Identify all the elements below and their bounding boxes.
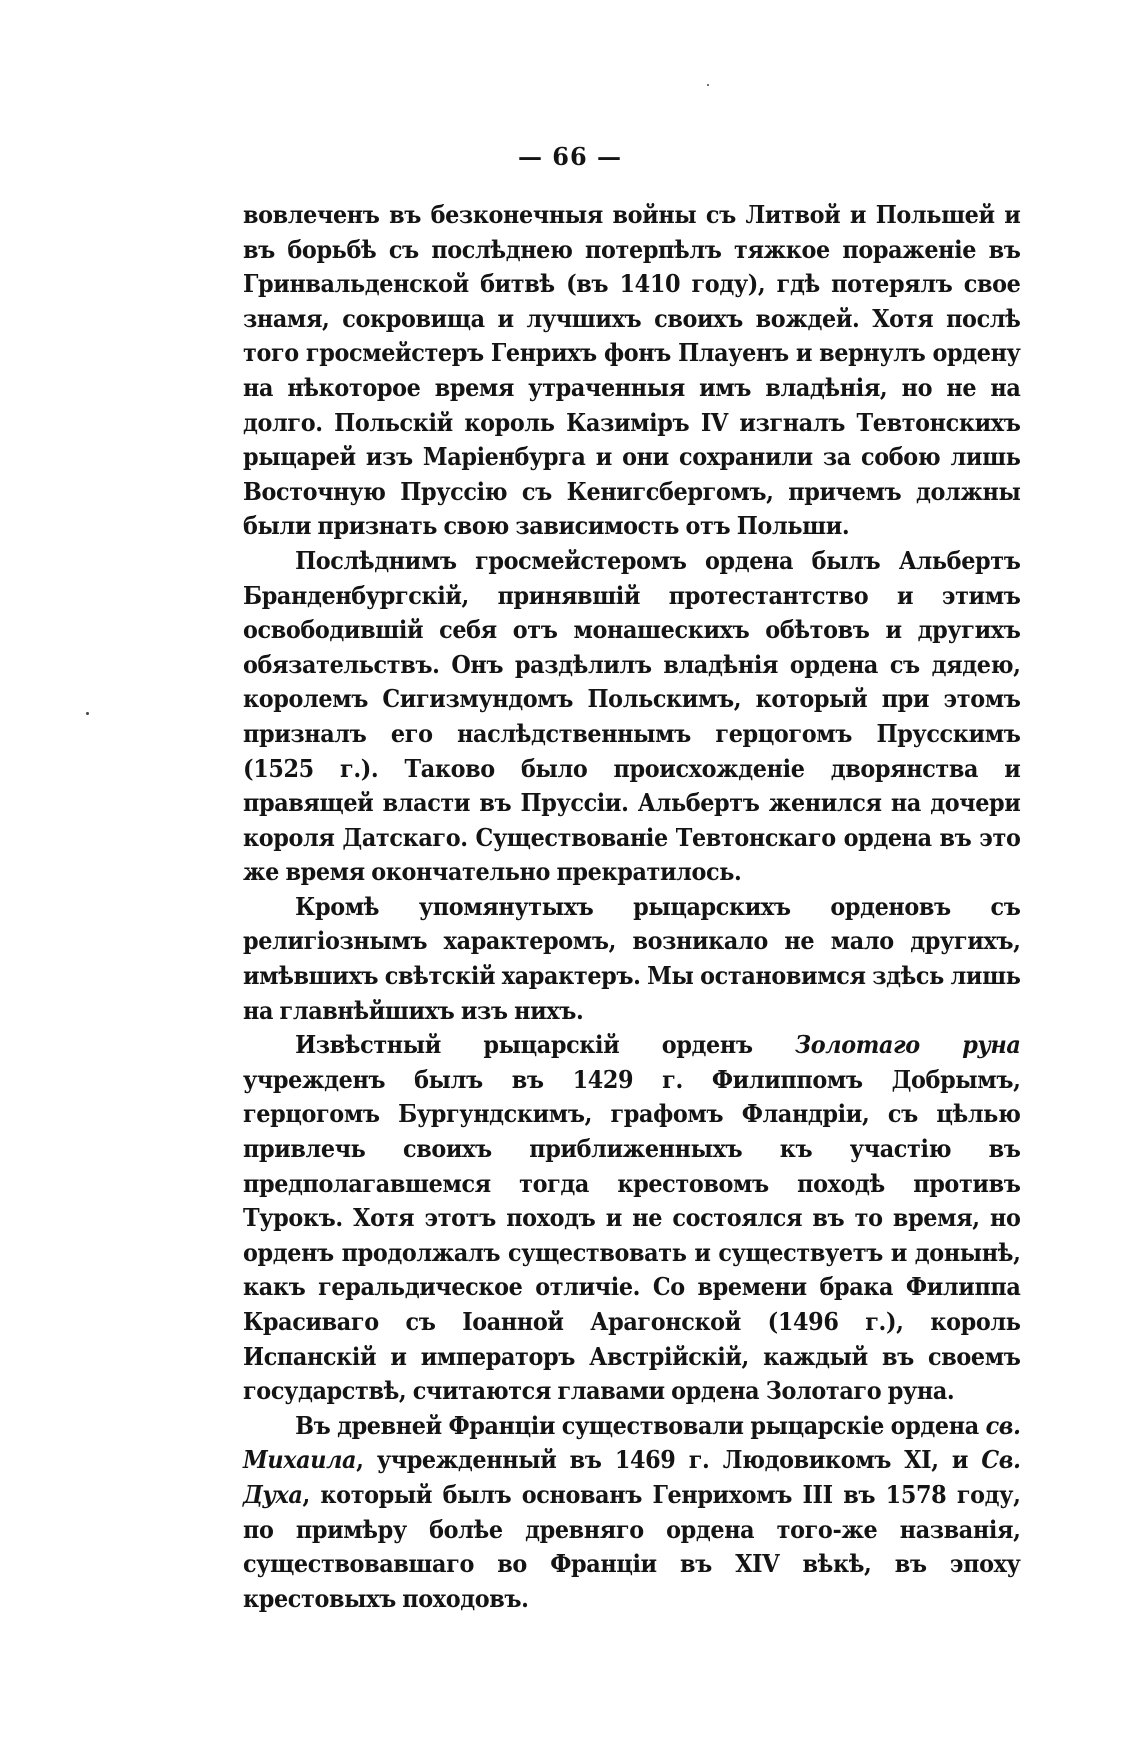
paragraph-4 — [243, 1028, 1020, 1409]
paragraph-4-text-start: Извѣстный рыцарскій орденъ — [295, 1030, 796, 1060]
order-name-golden-fleece: Золотаго руна — [795, 1030, 1021, 1060]
page-number: — 66 — — [517, 142, 623, 171]
paragraph-4-text-end: учрежденъ былъ въ 1429 г. Филиппомъ Добрымъ, герцогомъ Бургундскимъ, графомъ Фландріи, съ цѣлью привлечь своихъ приближенныхъ къ участію въ предполагавшемся тогда крестовомъ походѣ противъ Турокъ. Хотя этотъ походъ и не состоялся въ то время, но орденъ продолжалъ существовать и существуетъ и донынѣ, какъ геральдическое отличіе. Со времени брака Филиппа Красиваго съ Іоанной Арагонской (1496 г.), король Испанскій и императоръ Австрійскій, каждый въ своемъ государствѣ, считаются главами ордена Золотаго руна. — [243, 1064, 1021, 1406]
order-name-holy-spirit: Св. Духа — [243, 1445, 1021, 1509]
order-name-st-michael: св. Михаила — [243, 1410, 1021, 1475]
scan-speck — [707, 84, 709, 86]
paragraph-3: Кромѣ упомянутыхъ рыцарскихъ орденовъ съ религіознымъ характеромъ, возникало не мало другихъ, имѣвшихъ свѣтскій характеръ. Мы остановимся здѣсь лишь на главнѣйшихъ изъ нихъ. — [243, 891, 1021, 1025]
body-text — [243, 198, 1021, 1616]
paragraph-1: вовлеченъ въ безконечныя войны съ Литвой и Польшей и въ борьбѣ съ послѣднею потерпѣлъ тяжкое пораженіе въ Гринвальденской битвѣ (въ 1410 году), гдѣ потерялъ свое знамя, сокровища и лучшихъ своихъ вождей. Хотя послѣ того гросмейстеръ Генрихъ фонъ Плауенъ и вернулъ ордену на нѣкоторое время утраченныя имъ владѣнія, но не на долго. Польскій король Казиміръ IV изгналъ Тевтонскихъ рыцарей изъ Маріенбурга и они сохранили за собою лишь Восточную Пруссію съ Кенигсбергомъ, причемъ должны были признать свою зависимость отъ Польши. — [243, 200, 1021, 541]
paragraph-5-text-start: Въ древней Франціи существовали рыцарскіе ордена — [295, 1410, 986, 1440]
paragraph-5-text-middle: , учрежденный въ 1469 г. Людовикомъ XI, и — [356, 1445, 982, 1475]
scan-speck — [86, 712, 89, 715]
paragraph-5 — [243, 1409, 1020, 1617]
paragraph-5-text-end: , который былъ основанъ Генрихомъ III въ 1578 году, по примѣру болѣе древняго ордена того-же названія, существовавшаго во Франціи въ XIV вѣкѣ, въ эпоху крестовыхъ походовъ. — [243, 1479, 1021, 1613]
paragraph-2: Послѣднимъ гросмейстеромъ ордена былъ Альбертъ Бранденбургскій, принявшій протестантство и этимъ освободившій себя отъ монашескихъ обѣтовъ и другихъ обязательствъ. Онъ раздѣлилъ владѣнія ордена съ дядею, королемъ Сигизмундомъ Польскимъ, который при этомъ призналъ его наслѣдственнымъ герцогомъ Прусскимъ (1525 г.). Таково было происхожденіе дворянства и правящей власти въ Пруссіи. Альбертъ женился на дочери короля Датскаго. Существованіе Тевтонскаго ордена въ это же время окончательно прекратилось. — [243, 545, 1021, 887]
